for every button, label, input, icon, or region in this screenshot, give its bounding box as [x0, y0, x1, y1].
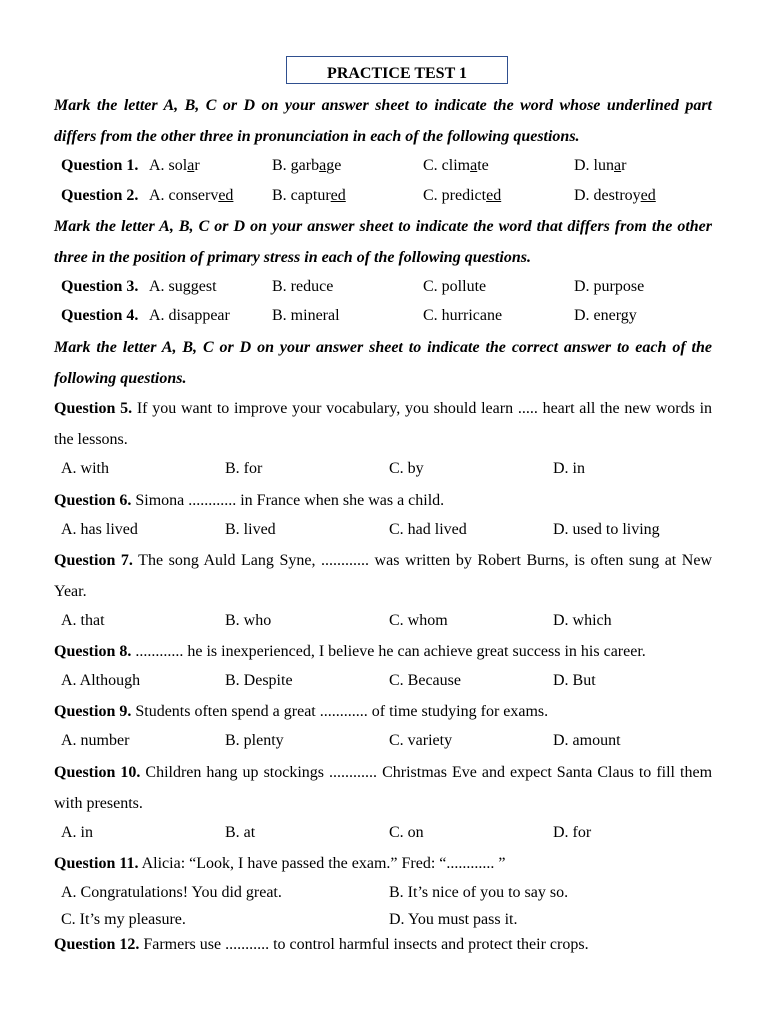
question-9-options: [61, 732, 712, 756]
option-c[interactable]: C. predicted: [423, 187, 502, 204]
question-2: [61, 187, 712, 211]
option-d[interactable]: D. amount: [553, 732, 621, 749]
option-d[interactable]: D. used to living: [553, 521, 660, 538]
option-c[interactable]: C. had lived: [389, 521, 467, 538]
option-a[interactable]: A. Although: [61, 672, 141, 689]
option-d[interactable]: D. destroyed: [574, 187, 656, 204]
question-10-options: [61, 824, 712, 848]
option-c[interactable]: C. on: [389, 824, 424, 841]
question-label: Question 4.: [61, 307, 139, 324]
question-label: Question 2.: [61, 187, 139, 204]
option-c[interactable]: C. pollute: [423, 278, 487, 295]
option-a[interactable]: A. suggest: [149, 278, 217, 295]
question-11-text: Question 11. Alicia: “Look, I have passed the exam.” Fred: “............ ”: [54, 855, 506, 872]
option-d[interactable]: D. lunar: [574, 157, 627, 174]
option-d[interactable]: D. in: [553, 460, 585, 477]
option-a[interactable]: A. disappear: [149, 307, 230, 324]
question-3: [61, 278, 712, 302]
option-b[interactable]: B. plenty: [225, 732, 284, 749]
option-b[interactable]: B. at: [225, 824, 256, 841]
question-label: Question 1.: [61, 157, 139, 174]
question-7-text: Question 7. The song Auld Lang Syne, ............ was written by Robert Burns, is often sung at New Year.: [54, 552, 713, 600]
question-10-text: Question 10. Children hang up stockings ............ Christmas Eve and expect Santa Claus to fill them with presents.: [54, 764, 713, 812]
option-c[interactable]: C. hurricane: [423, 307, 503, 324]
option-b[interactable]: B. Despite: [225, 672, 293, 689]
question-11-options-row1: [61, 884, 712, 908]
question-8-text: Question 8. ............ he is inexperienced, I believe he can achieve great success in his career.: [54, 643, 646, 660]
option-a[interactable]: A. conserved: [149, 187, 234, 204]
option-a[interactable]: A. with: [61, 460, 109, 477]
option-b[interactable]: B. for: [225, 460, 263, 477]
option-a[interactable]: A. has lived: [61, 521, 138, 538]
option-c[interactable]: C. by: [389, 460, 424, 477]
option-d[interactable]: D. energy: [574, 307, 637, 324]
option-a[interactable]: A. that: [61, 612, 105, 629]
option-b[interactable]: B. who: [225, 612, 272, 629]
question-6-options: [61, 521, 712, 545]
option-d[interactable]: D. for: [553, 824, 592, 841]
question-label: Question 3.: [61, 278, 139, 295]
question-12-text: Question 12. Farmers use ........... to control harmful insects and protect their crops.: [54, 936, 589, 953]
option-a[interactable]: A. Congratulations! You did great.: [61, 884, 282, 901]
question-7-options: [61, 612, 712, 636]
option-c[interactable]: C. climate: [423, 157, 489, 174]
question-4: [61, 307, 712, 331]
option-b[interactable]: B. lived: [225, 521, 276, 538]
option-b[interactable]: B. reduce: [272, 278, 334, 295]
option-a[interactable]: A. solar: [149, 157, 200, 174]
option-a[interactable]: A. in: [61, 824, 93, 841]
option-c[interactable]: C. whom: [389, 612, 448, 629]
option-b[interactable]: B. mineral: [272, 307, 340, 324]
option-d[interactable]: D. You must pass it.: [389, 911, 518, 928]
option-a[interactable]: A. number: [61, 732, 130, 749]
option-c[interactable]: C. variety: [389, 732, 453, 749]
option-d[interactable]: D. which: [553, 612, 612, 629]
option-c[interactable]: C. It’s my pleasure.: [61, 911, 186, 928]
option-c[interactable]: C. Because: [389, 672, 461, 689]
instruction-correct-answer: Mark the letter A, B, C or D on your answer sheet to indicate the correct answer to each of the following questions.: [54, 339, 712, 387]
question-1: [61, 157, 712, 181]
option-b[interactable]: B. It’s nice of you to say so.: [389, 884, 569, 901]
question-8-options: [61, 672, 712, 696]
option-d[interactable]: D. purpose: [574, 278, 645, 295]
question-6-text: Question 6. Simona ............ in France when she was a child.: [54, 492, 445, 509]
instruction-stress: Mark the letter A, B, C or D on your answer sheet to indicate the word that differs from the other three in the position of primary stress in each of the following questions.: [54, 218, 712, 266]
instruction-pronunciation: Mark the letter A, B, C or D on your answer sheet to indicate the word whose underlined part differs from the other three in pronunciation in each of the following questions.: [54, 97, 712, 145]
option-b[interactable]: B. captured: [272, 187, 346, 204]
option-d[interactable]: D. But: [553, 672, 596, 689]
question-5-text: Question 5. If you want to improve your vocabulary, you should learn ..... heart all the new words in the lessons.: [54, 400, 713, 448]
question-5-options: [61, 460, 712, 484]
page-title: PRACTICE TEST 1: [286, 56, 508, 84]
option-b[interactable]: B. garbage: [272, 157, 342, 174]
question-9-text: Question 9. Students often spend a great ............ of time studying for exams.: [54, 703, 549, 720]
